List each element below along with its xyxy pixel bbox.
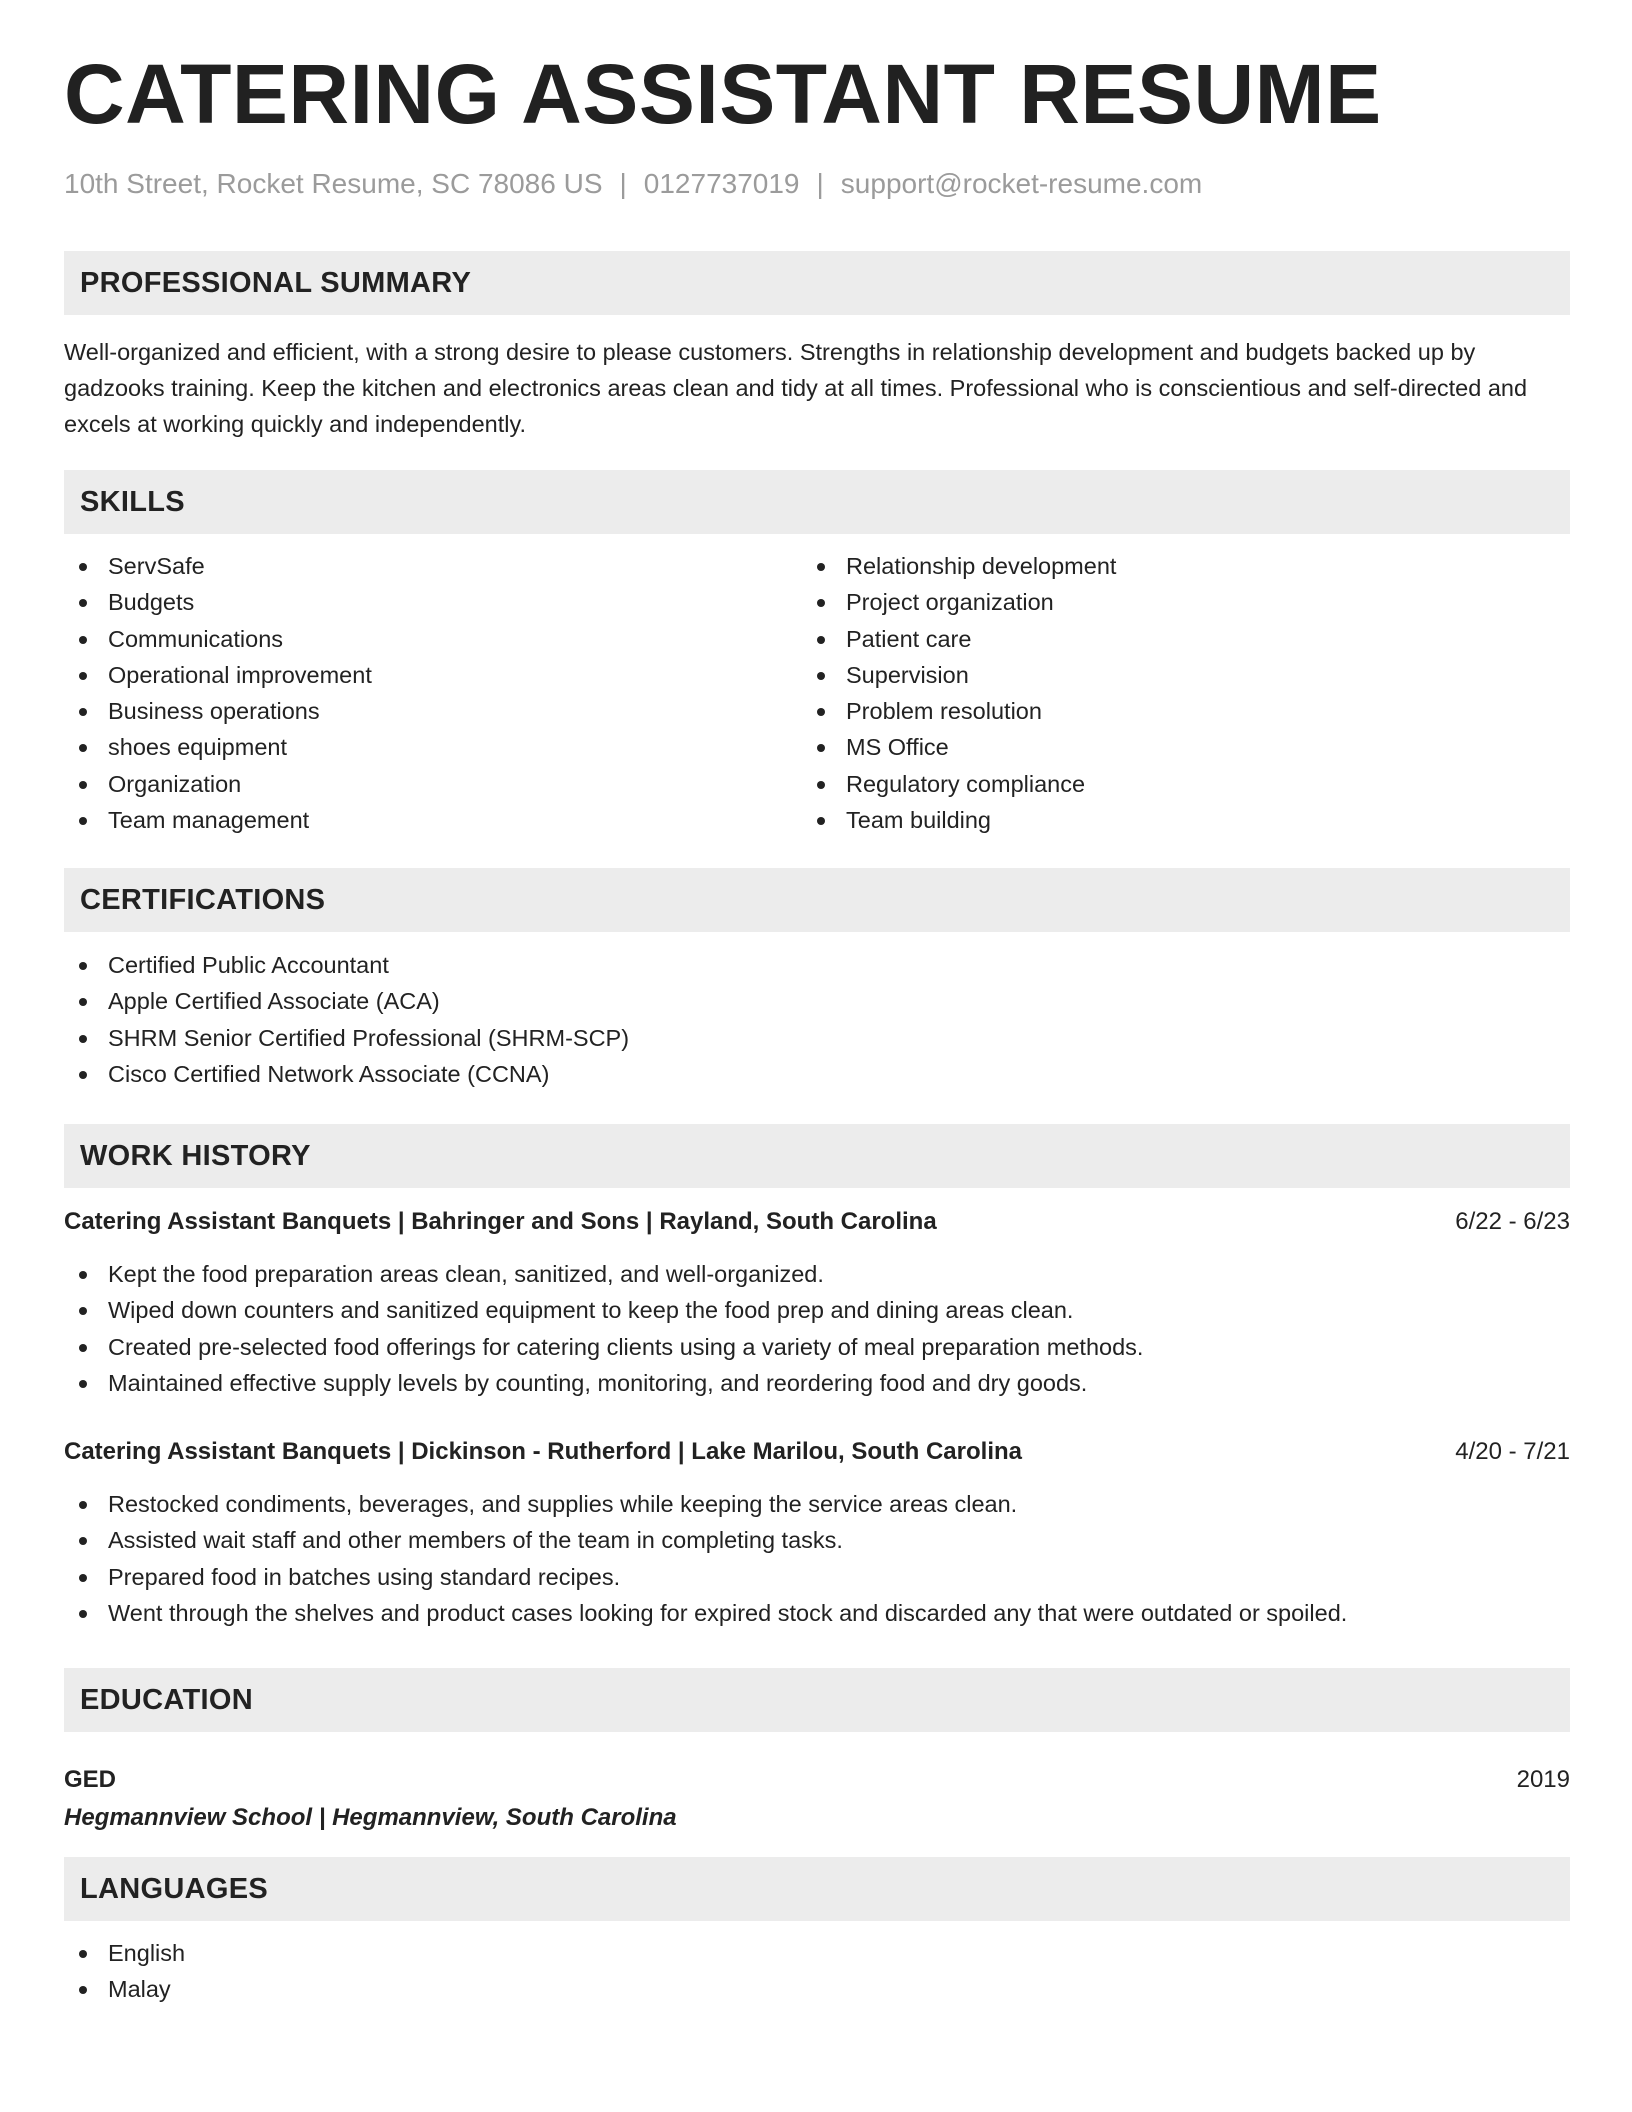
list-item: Operational improvement: [64, 657, 794, 693]
list-item: Maintained effective supply levels by counting, monitoring, and reordering food and dry goods.: [64, 1365, 1570, 1401]
list-item: Supervision: [802, 657, 1532, 693]
list-item: Communications: [64, 621, 794, 657]
list-item: Regulatory compliance: [802, 766, 1532, 802]
languages-list: [64, 1935, 1570, 2008]
bullet-icon: [79, 1986, 87, 1994]
contact-line: [64, 166, 1202, 202]
list-item: Kept the food preparation areas clean, sanitized, and well-organized.: [64, 1256, 1570, 1292]
bullet-icon: [79, 1344, 87, 1352]
education-year: 2019: [1516, 1766, 1570, 1793]
education-degree: GED: [64, 1766, 117, 1793]
bullet-icon: [79, 744, 87, 752]
resume-title: CATERING ASSISTANT RESUME: [64, 47, 1382, 141]
job-title: Catering Assistant Banquets | Bahringer and Sons | Rayland, South Carolina: [64, 1208, 937, 1235]
section-header-skills: SKILLS: [64, 470, 1570, 534]
bullet-icon: [79, 1380, 87, 1388]
list-item: Business operations: [64, 693, 794, 729]
job-dates: 6/22 - 6/23: [1455, 1208, 1570, 1235]
job-title: Catering Assistant Banquets | Dickinson - Rutherford | Lake Marilou, South Carolina: [64, 1438, 1022, 1465]
bullet-icon: [79, 1307, 87, 1315]
bullet-icon: [817, 672, 825, 680]
section-header-work-history: WORK HISTORY: [64, 1124, 1570, 1188]
bullet-icon: [79, 1950, 87, 1958]
contact-phone: 0127737019: [643, 168, 800, 199]
bullet-icon: [79, 962, 87, 970]
list-item: Team management: [64, 802, 794, 838]
education-school: Hegmannview School | Hegmannview, South Carolina: [64, 1804, 677, 1831]
bullet-icon: [817, 817, 825, 825]
bullet-icon: [79, 817, 87, 825]
bullet-icon: [817, 563, 825, 571]
list-item: Wiped down counters and sanitized equipment to keep the food prep and dining areas clean.: [64, 1292, 1570, 1328]
bullet-icon: [79, 1574, 87, 1582]
list-item: Went through the shelves and product cases looking for expired stock and discarded any that were outdated or spoiled.: [64, 1595, 1570, 1631]
bullet-icon: [79, 708, 87, 716]
list-item: Prepared food in batches using standard recipes.: [64, 1559, 1570, 1595]
list-item: Problem resolution: [802, 693, 1532, 729]
bullet-icon: [817, 744, 825, 752]
list-item: SHRM Senior Certified Professional (SHRM-SCP): [64, 1020, 1570, 1056]
list-item: Cisco Certified Network Associate (CCNA): [64, 1056, 1570, 1092]
job-bullets: [64, 1256, 1570, 1401]
list-item: Budgets: [64, 584, 794, 620]
skills-list-left: [64, 548, 794, 838]
bullet-icon: [79, 599, 87, 607]
bullet-icon: [79, 1501, 87, 1509]
list-item: Organization: [64, 766, 794, 802]
bullet-icon: [79, 1035, 87, 1043]
contact-separator: |: [816, 168, 824, 199]
section-header-certifications: CERTIFICATIONS: [64, 868, 1570, 932]
list-item: Project organization: [802, 584, 1532, 620]
list-item: shoes equipment: [64, 729, 794, 765]
list-item: Certified Public Accountant: [64, 947, 1570, 983]
bullet-icon: [79, 636, 87, 644]
job-dates: 4/20 - 7/21: [1455, 1438, 1570, 1465]
bullet-icon: [79, 1071, 87, 1079]
list-item: Relationship development: [802, 548, 1532, 584]
contact-separator: |: [619, 168, 627, 199]
bullet-icon: [79, 781, 87, 789]
list-item: Restocked condiments, beverages, and supplies while keeping the service areas clean.: [64, 1486, 1570, 1522]
list-item: Malay: [64, 1971, 1570, 2007]
summary-text: Well-organized and efficient, with a strong desire to please customers. Strengths in relationship development and budgets backed up by gadzooks training. Keep the kitchen and electronics areas clean and tidy at all times. Professional who is conscientious and self-directed and excels at working quickly and independently.: [64, 339, 1528, 437]
section-header-languages: LANGUAGES: [64, 1857, 1570, 1921]
list-item: Team building: [802, 802, 1532, 838]
bullet-icon: [79, 1610, 87, 1618]
list-item: Created pre-selected food offerings for catering clients using a variety of meal preparation methods.: [64, 1329, 1570, 1365]
bullet-icon: [79, 998, 87, 1006]
bullet-icon: [79, 563, 87, 571]
bullet-icon: [79, 1537, 87, 1545]
section-header-summary: PROFESSIONAL SUMMARY: [64, 251, 1570, 315]
certifications-list: [64, 947, 1570, 1092]
bullet-icon: [817, 781, 825, 789]
list-item: MS Office: [802, 729, 1532, 765]
bullet-icon: [79, 672, 87, 680]
list-item: Apple Certified Associate (ACA): [64, 983, 1570, 1019]
contact-address: 10th Street, Rocket Resume, SC 78086 US: [64, 168, 603, 199]
list-item: Assisted wait staff and other members of the team in completing tasks.: [64, 1522, 1570, 1558]
bullet-icon: [817, 708, 825, 716]
bullet-icon: [817, 636, 825, 644]
bullet-icon: [817, 599, 825, 607]
skills-list-right: [802, 548, 1532, 838]
contact-email: support@rocket-resume.com: [840, 168, 1203, 199]
list-item: Patient care: [802, 621, 1532, 657]
section-header-education: EDUCATION: [64, 1668, 1570, 1732]
job-bullets: [64, 1486, 1570, 1631]
list-item: English: [64, 1935, 1570, 1971]
list-item: ServSafe: [64, 548, 794, 584]
bullet-icon: [79, 1271, 87, 1279]
